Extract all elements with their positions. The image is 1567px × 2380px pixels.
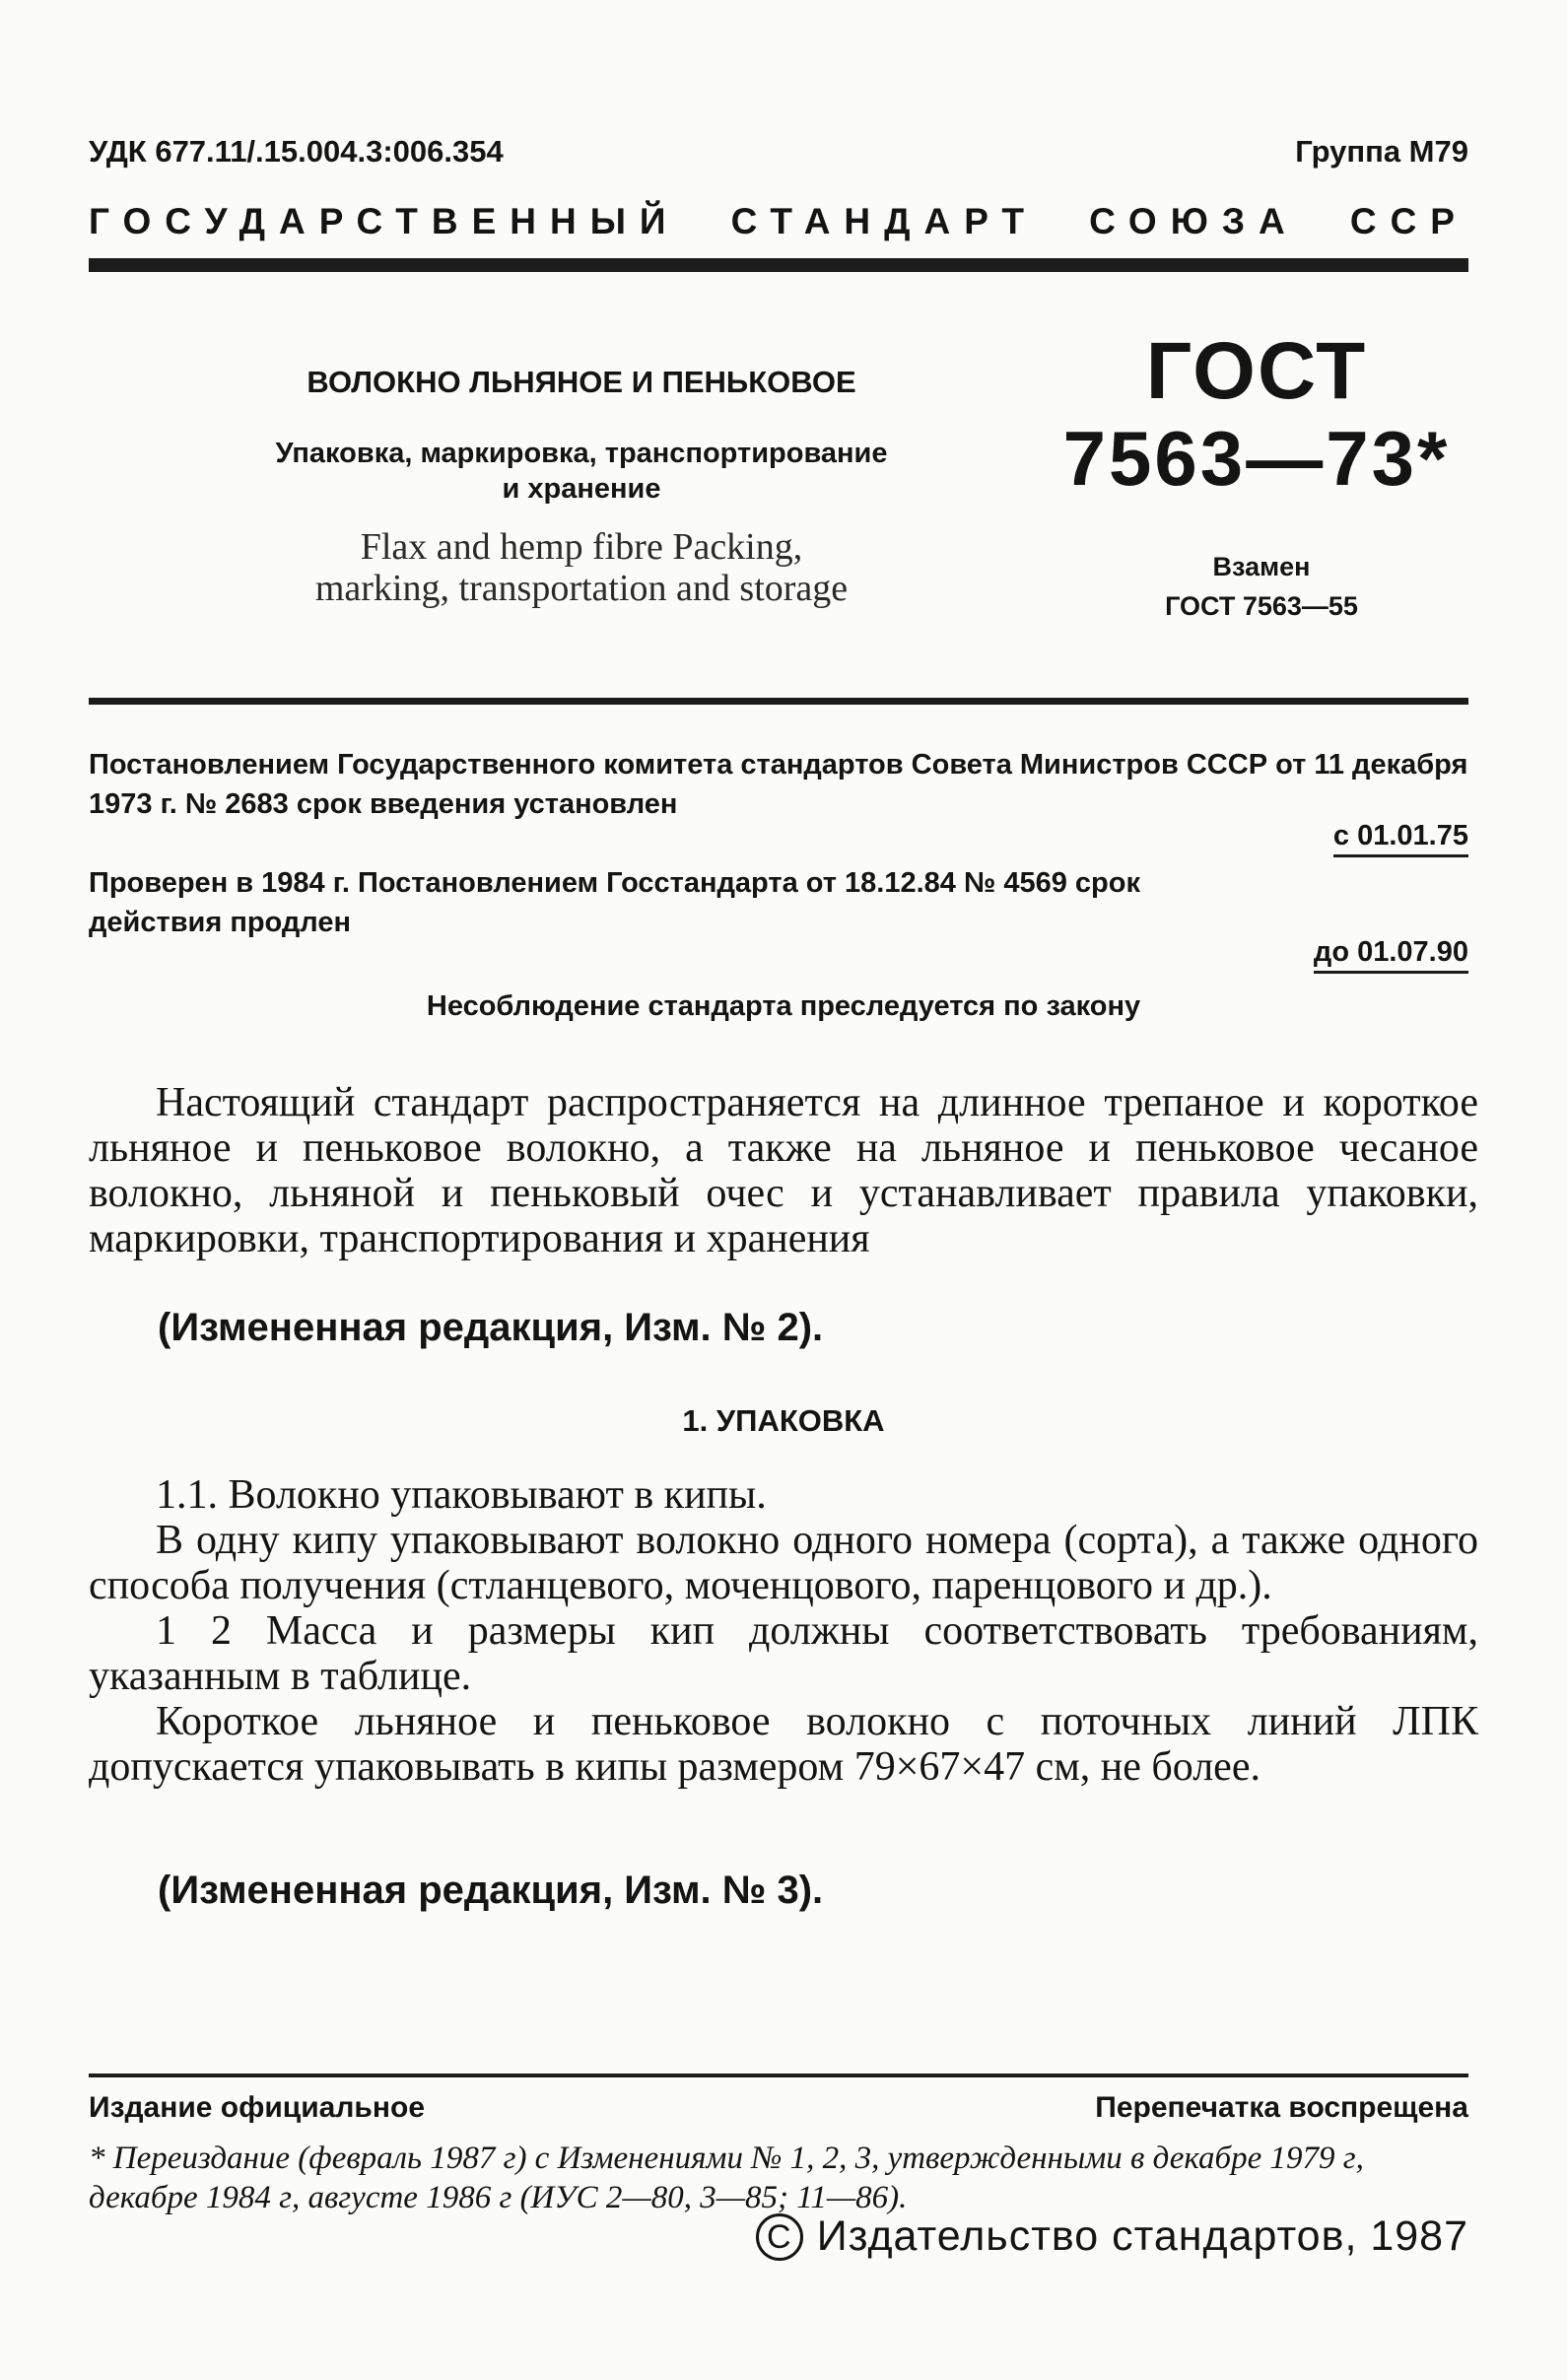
state-word-4: ССР — [1349, 201, 1468, 241]
clause-1-2: 1 2 Масса и размеры кип должны соответствовать требованиям, указанным в таблице. — [89, 1608, 1478, 1699]
udk-code: УДК 677.11/.15.004.3:006.354 — [89, 134, 504, 169]
state-word-1: ГОСУДАРСТВЕННЫЙ — [89, 201, 680, 241]
subtitle-line-2: и хранение — [502, 473, 661, 505]
checked-text: Проверен в 1984 г. Постановлением Госстандарта от 18.12.84 № 4569 срок действия продлен — [89, 867, 1140, 938]
footer-rule — [89, 2074, 1468, 2077]
gost-label: ГОСТ — [1145, 326, 1368, 416]
section-body — [89, 1472, 1478, 1790]
group-code: Группа М79 — [1295, 134, 1468, 169]
section-title: 1. УПАКОВКА — [682, 1403, 885, 1438]
state-standard-heading — [89, 201, 1468, 242]
amendment-note-2: (Измененная редакция, Изм. № 2). — [158, 1306, 824, 1349]
clause-1-1: 1.1. Волокно упаковывают в кипы. — [156, 1472, 767, 1518]
replace-label: Взамен — [1212, 552, 1311, 581]
decree-text: Постановлением Государственного комитета стандартов Совета Министров СССР от 11 декабря 1973 г. № 2683 срок введения установлен — [89, 749, 1468, 820]
title-rule — [89, 698, 1468, 705]
title-english-line-1: Flax and hemp fibre Packing, — [360, 526, 803, 568]
subtitle-russian — [197, 436, 966, 507]
replaced-gost: ГОСТ 7563—55 — [1165, 591, 1358, 621]
law-notice: Несоблюдение стандарта преследуется по закону — [426, 990, 1141, 1022]
header-rule — [89, 258, 1468, 272]
title-english-line-2: marking, transportation and storage — [314, 568, 849, 609]
intro-paragraph: Настоящий стандарт распространяется на длинное трепаное и короткое льняное и пеньковое волокно, а также на льняное и пеньковое чесаное волокно, льняной и пеньковый очес и устанавливает правила упаковки, маркировки, транспортирования и хранения — [89, 1080, 1478, 1261]
expiry-date: до 01.07.90 — [1314, 936, 1468, 974]
copyright-text: Издательство стандартов, 1987 — [816, 2212, 1468, 2260]
clause-1-1-detail: В одну кипу упаковывают волокно одного номера (сорта), а также одного способа получения (стланцевого, моченцового, паренцового и др.). — [89, 1518, 1478, 1608]
title-english — [217, 526, 946, 609]
state-word-2: СТАНДАРТ — [730, 201, 1039, 241]
title-russian: ВОЛОКНО ЛЬНЯНОЕ И ПЕНЬКОВОЕ — [307, 365, 856, 399]
copyright-icon: С — [756, 2213, 803, 2261]
reissue-footnote: * Переиздание (февраль 1987 г) с Изменениями № 1, 2, 3, утвержденными в декабре 1979 г, декабре 1984 г, августе 1986 г (ИУС 2—80, 3—85; 11—86). — [89, 2141, 1364, 2215]
amendment-note-3: (Измененная редакция, Изм. № 3). — [158, 1869, 824, 1912]
clause-1-2-detail: Короткое льняное и пеньковое волокно с поточных линий ЛПК допускается упаковывать в кипы размером 79×67×47 см, не более. — [89, 1699, 1478, 1790]
effective-date: с 01.01.75 — [1333, 820, 1468, 857]
gost-number: 7563—73* — [1062, 415, 1451, 502]
reprint-notice: Перепечатка воспрещена — [1095, 2091, 1468, 2124]
copyright-line — [756, 2212, 1468, 2261]
official-edition: Издание официальное — [89, 2091, 426, 2124]
subtitle-line-1: Упаковка, маркировка, транспортирование — [275, 438, 888, 469]
state-word-3: СОЮЗА — [1089, 201, 1299, 241]
